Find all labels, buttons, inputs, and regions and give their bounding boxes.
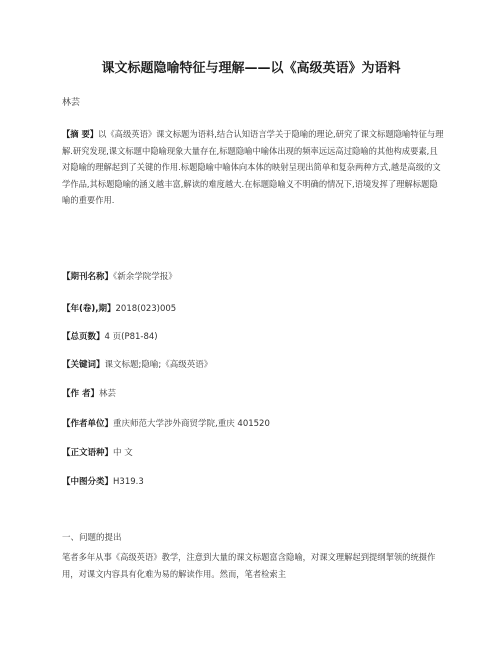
document-title: 课文标题隐喻特征与理解——以《高级英语》为语料 <box>101 61 401 76</box>
field-value: 重庆师范大学涉外商贸学院,重庆 401520 <box>113 419 270 429</box>
field-label: 【期刊名称】 <box>62 272 114 282</box>
field-label: 【作者单位】 <box>62 419 114 429</box>
field-value: 4 页(P81-84) <box>104 332 158 342</box>
abstract-text: 以《高级英语》课文标题为语料,结合认知语言学关于隐喻的理论,研究了课文标题隐喻特征与理解.研究发现,课文标题中隐喻现象大量存在,标题隐喻中喻体出现的频率远远高过隐喻的其他构成要素,且对隐喻的理解起到了关键的作用.标题隐喻中喻体向本体的映射呈现出简单和复杂两种方式,越是高级的文学作品,其标题隐喻的涵义越丰富,解读的难度越大.在标题隐喻义不明确的情况下,语境发挥了理解标题隐喻的重要作用. <box>62 129 444 205</box>
field-label: 【年(卷),期】 <box>62 304 116 314</box>
field-value: 林芸 <box>98 389 116 399</box>
field-classification <box>62 475 144 489</box>
field-author-affiliation <box>62 417 270 431</box>
field-label: 【关键词】 <box>62 360 105 370</box>
field-value: H319.3 <box>113 477 144 487</box>
field-label: 【作 者】 <box>62 389 99 399</box>
field-value: 《新余学院学报》 <box>113 272 177 282</box>
field-value: 课文标题;隐喻;《高级英语》 <box>104 360 213 370</box>
author-name: 林芸 <box>62 98 81 108</box>
field-author <box>62 387 116 401</box>
field-keywords <box>62 358 212 372</box>
field-text-language <box>62 446 133 460</box>
field-label: 【中图分类】 <box>62 477 114 487</box>
abstract-block <box>62 126 444 209</box>
field-label: 【正文语种】 <box>62 448 114 458</box>
section-heading: 一、问题的提出 <box>62 533 122 543</box>
field-value: 中 文 <box>113 448 133 458</box>
body-paragraph: 笔者多年从事《高级英语》教学，注意到大量的课文标题富含隐喻，对课文理解起到提纲挈领的统摄作用，对课文内容具有化难为易的解读作用。然而，笔者检索主 <box>62 552 436 579</box>
field-value: 2018(023)005 <box>115 304 177 314</box>
abstract-label: 【摘 要】 <box>62 129 99 139</box>
field-label: 【总页数】 <box>62 332 105 342</box>
field-total-pages <box>62 330 158 344</box>
field-journal-name <box>62 270 177 284</box>
field-year-volume-issue <box>62 302 176 316</box>
